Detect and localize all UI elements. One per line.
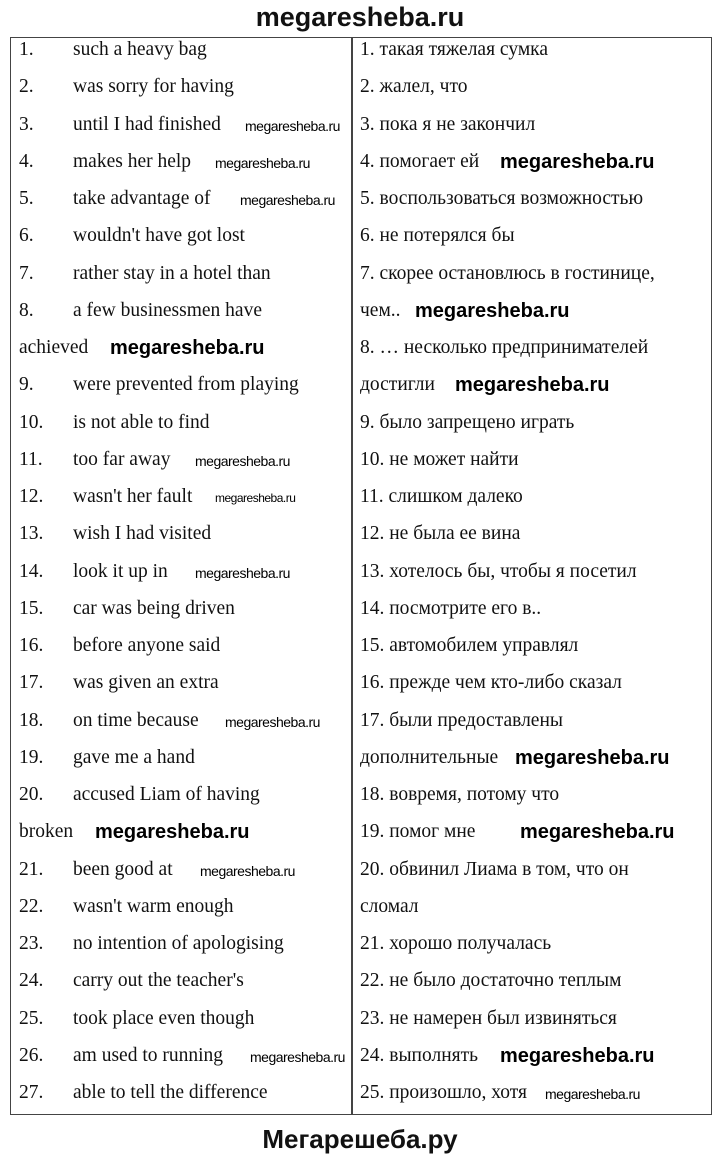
- item-number: 27.: [19, 1082, 44, 1103]
- column-divider: [351, 37, 353, 1115]
- russian-translation: 17. были предоставлены: [360, 709, 563, 731]
- russian-translation: 10. не может найти: [360, 448, 519, 470]
- russian-translation: 25. произошло, хотя: [360, 1082, 527, 1103]
- russian-translation: сломал: [360, 895, 419, 917]
- russian-translation: дополнительные: [360, 746, 499, 768]
- english-answer: accused Liam of having: [73, 784, 260, 805]
- item-number: 15.: [19, 597, 44, 619]
- item-number: 25.: [19, 1007, 44, 1029]
- english-answer: makes her help: [73, 150, 192, 172]
- item-number: 24.: [19, 970, 44, 992]
- watermark: megaresheba.ru: [200, 862, 295, 879]
- watermark: megaresheba.ru: [225, 713, 320, 730]
- english-answer: such a heavy bag: [73, 39, 207, 60]
- watermark: megaresheba.ru: [195, 452, 290, 469]
- russian-translation: 21. хорошо получалась: [360, 933, 552, 954]
- english-answer: able to tell the difference: [73, 1082, 268, 1103]
- item-number: 21.: [19, 858, 44, 880]
- english-answer: carry out the teacher's: [73, 970, 244, 992]
- watermark: megaresheba.ru: [250, 1048, 345, 1065]
- watermark: megaresheba.ru: [245, 117, 340, 134]
- english-answer: look it up in: [73, 560, 168, 582]
- russian-translation: 6. не потерялся бы: [360, 225, 515, 247]
- russian-translation: 2. жалел, что: [360, 76, 468, 98]
- russian-translation: 7. скорее остановлюсь в гостинице,: [360, 262, 655, 284]
- watermark: megaresheba.ru: [500, 1044, 655, 1067]
- english-answer: were prevented from playing: [73, 374, 299, 396]
- watermark: megaresheba.ru: [240, 192, 335, 208]
- english-answer: before anyone said: [73, 635, 221, 656]
- watermark: megaresheba.ru: [515, 746, 670, 769]
- russian-translation: 18. вовремя, потому что: [360, 784, 560, 805]
- russian-translation: 16. прежде чем кто-либо сказал: [360, 672, 622, 694]
- english-answer: wouldn't have got lost: [73, 225, 245, 247]
- russian-translation: 14. посмотрите его в..: [360, 597, 542, 619]
- russian-translation: 9. было запрещено играть: [360, 411, 575, 433]
- english-answer: car was being driven: [73, 597, 235, 619]
- site-header: megaresheba.ru: [255, 2, 465, 32]
- russian-translation: 8. … несколько предпринимателей: [360, 337, 649, 358]
- russian-translation: достигли: [360, 374, 435, 396]
- english-answer: am used to running: [73, 1044, 224, 1066]
- watermark: megaresheba.ru: [215, 491, 296, 505]
- english-answer: is not able to find: [73, 411, 210, 433]
- item-number: 22.: [19, 895, 44, 917]
- russian-translation: 3. пока я не закончил: [360, 113, 536, 135]
- item-number: 12.: [19, 486, 44, 507]
- russian-translation: чем..: [360, 299, 401, 321]
- item-number: 8.: [19, 299, 34, 321]
- item-number: 9.: [19, 374, 34, 396]
- english-answer: rather stay in a hotel than: [73, 262, 271, 284]
- english-answer: been good at: [73, 858, 173, 880]
- item-number: 5.: [19, 188, 34, 209]
- item-number: 1.: [19, 39, 34, 60]
- english-answer: was given an extra: [73, 672, 219, 694]
- item-number: 4.: [19, 150, 34, 172]
- item-number: 13.: [19, 523, 44, 545]
- watermark: megaresheba.ru: [545, 1086, 640, 1102]
- watermark: megaresheba.ru: [520, 821, 675, 844]
- russian-translation: 5. воспользоваться возможностью: [360, 188, 644, 209]
- russian-translation: 11. слишком далеко: [360, 486, 523, 507]
- item-number: 18.: [19, 709, 44, 731]
- item-number: 20.: [19, 784, 44, 805]
- english-answer: was sorry for having: [73, 76, 234, 98]
- watermark: megaresheba.ru: [455, 374, 610, 397]
- item-number: 16.: [19, 635, 44, 656]
- russian-translation: 15. автомобилем управлял: [360, 635, 579, 656]
- english-answer: on time because: [73, 709, 199, 731]
- russian-translation: 20. обвинил Лиама в том, что он: [360, 858, 629, 880]
- item-number: 6.: [19, 225, 34, 247]
- russian-translation: 19. помог мне: [360, 821, 476, 843]
- watermark: megaresheba.ru: [95, 821, 250, 844]
- russian-translation: 24. выполнять: [360, 1044, 479, 1066]
- item-number: 26.: [19, 1044, 44, 1066]
- item-number: 3.: [19, 113, 34, 135]
- english-answer: gave me a hand: [73, 746, 195, 768]
- item-number: 7.: [19, 262, 34, 284]
- english-answer: took place even though: [73, 1007, 255, 1029]
- english-answer: a few businessmen have: [73, 299, 262, 321]
- item-number: 23.: [19, 933, 44, 954]
- english-answer: too far away: [73, 448, 171, 470]
- russian-translation: 1. такая тяжелая сумка: [360, 39, 548, 60]
- english-answer: until I had finished: [73, 113, 221, 135]
- watermark: megaresheba.ru: [110, 337, 265, 359]
- watermark: megaresheba.ru: [415, 299, 570, 322]
- english-answer: wasn't her fault: [73, 486, 193, 507]
- english-answer-continuation: broken: [19, 821, 74, 843]
- english-answer: wish I had visited: [73, 523, 212, 545]
- item-number: 19.: [19, 746, 44, 768]
- russian-translation: 13. хотелось бы, чтобы я посетил: [360, 560, 637, 582]
- russian-translation: 22. не было достаточно теплым: [360, 970, 622, 992]
- item-number: 10.: [19, 411, 44, 433]
- watermark: megaresheba.ru: [195, 564, 290, 581]
- item-number: 17.: [19, 672, 44, 694]
- watermark: megaresheba.ru: [215, 154, 310, 171]
- watermark: megaresheba.ru: [500, 150, 655, 173]
- item-number: 14.: [19, 560, 44, 582]
- english-answer: take advantage of: [73, 188, 211, 209]
- english-answer: wasn't warm enough: [73, 895, 234, 917]
- english-answer-continuation: achieved: [19, 337, 89, 358]
- russian-translation: 12. не была ее вина: [360, 523, 521, 545]
- site-footer: Мегарешеба.ру: [262, 1124, 458, 1154]
- russian-translation: 23. не намерен был извиняться: [360, 1007, 617, 1029]
- russian-translation: 4. помогает ей: [360, 150, 480, 172]
- item-number: 2.: [19, 76, 34, 98]
- english-answer: no intention of apologising: [73, 933, 284, 954]
- item-number: 11.: [19, 448, 43, 470]
